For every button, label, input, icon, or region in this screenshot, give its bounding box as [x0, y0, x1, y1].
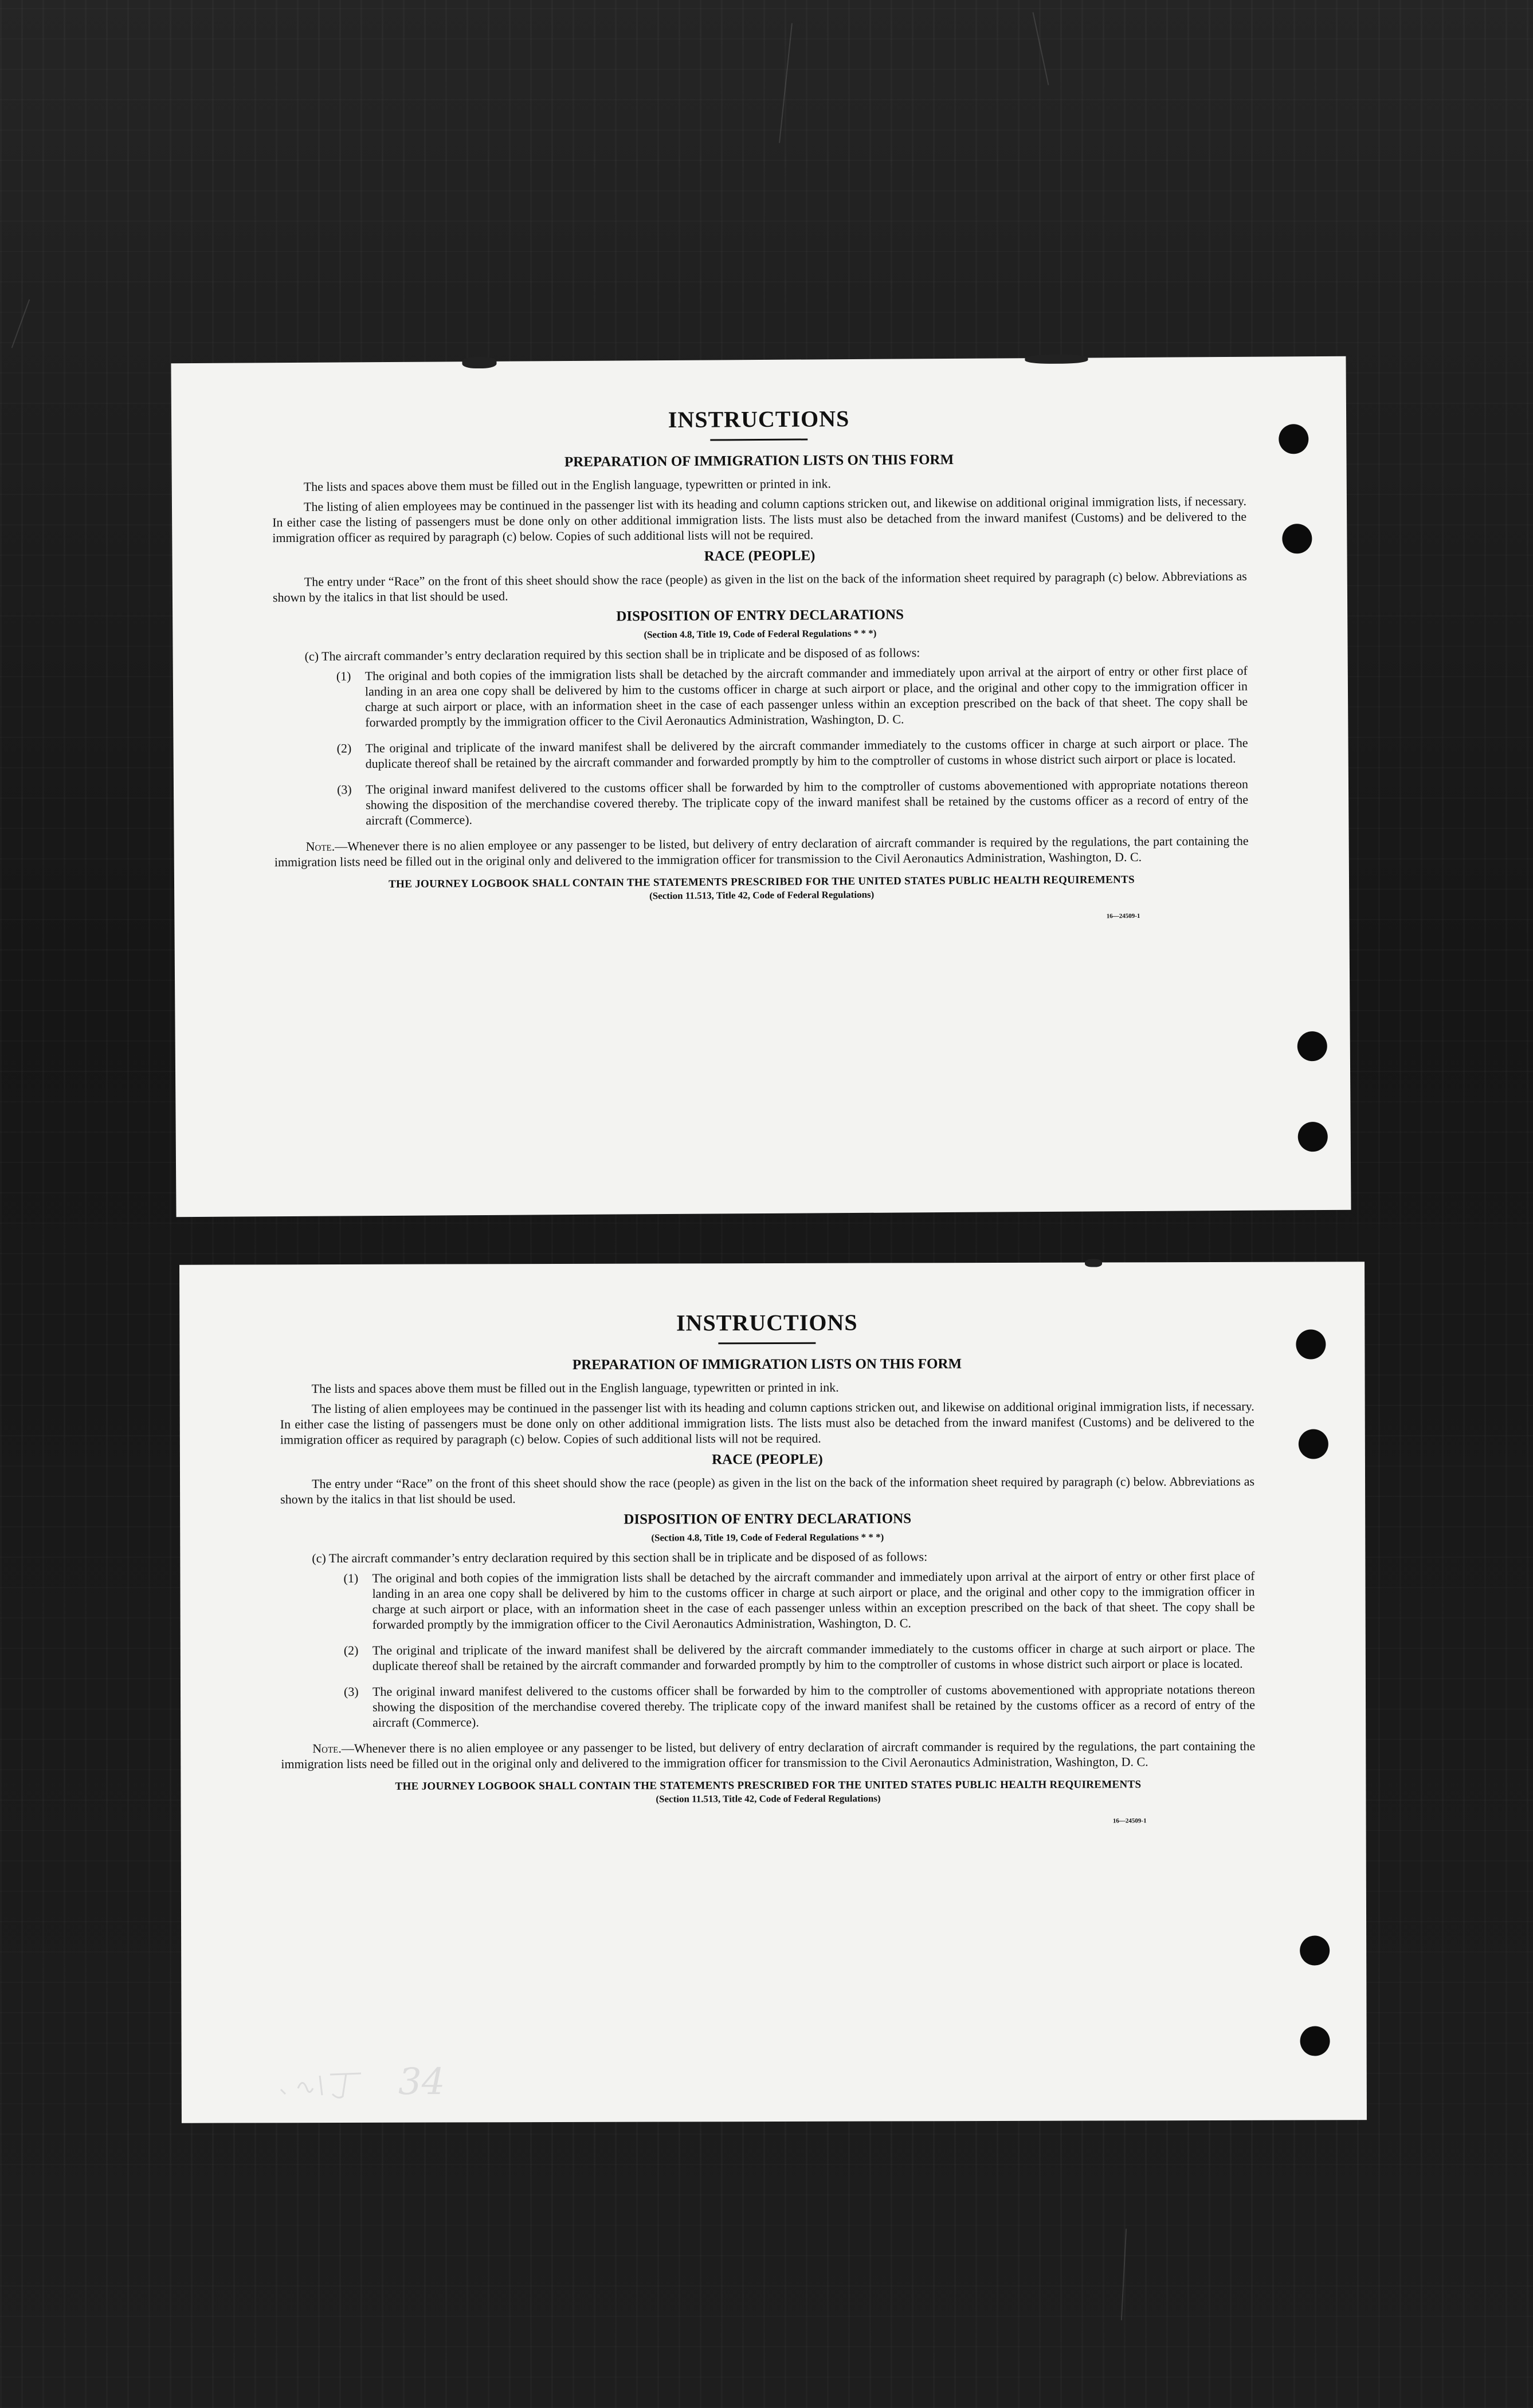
item-text: The original and both copies of the immigration lists shall be detached by the aircraft commander and immediately upon arrival at the airport of entry or other first place of landing in an area one copy shall be delivered by him to the customs officer in charge at such airport or place, and the original and other copy to the immigration officer in charge at such airport or place, with an information sheet in the case of each passenger unless within an exception prescribed on the back of that sheet. The copy shall be forwarded promptly by the immigration officer to the Civil Aeronautics Administration, Washington, D. C. [364, 663, 1248, 730]
note-text: —Whenever there is no alien employee or any passenger to be listed, but delivery of entry declaration of aircraft commander is required by the regulations, the part containing the immigration lists need be filled out in the original only and delivered to the immigration officer for transmission to the Civil Aeronautics Administration, Washington, D. C. [281, 1738, 1256, 1771]
paragraph-c: (c) The aircraft commander’s entry declaration required by this section shall be in triplicate and be disposed of as follows: [304, 645, 920, 663]
paragraph-alien-employees: The listing of alien employees may be continued in the passenger list with its heading and column captions stricken out, and likewise on additional original immigration lists, if necessary. In either case the listing of passengers must be done only on other additional immigration lists. The lists must also be detached from the inward manifest (Customs) and be delivered to the immigration officer as required by paragraph (c) below. Copies of such additional lists will not be required. [272, 493, 1247, 545]
item-number: (3) [336, 782, 352, 797]
section-heading-race: RACE (PEOPLE) [712, 1451, 823, 1468]
instruction-sheet-top [171, 356, 1351, 1217]
paragraph-note [275, 833, 1249, 870]
item-number: (2) [343, 1643, 359, 1657]
punch-hole-icon [1300, 2026, 1330, 2056]
film-scratch [11, 299, 30, 348]
logbook-statement: THE JOURNEY LOGBOOK SHALL CONTAIN THE STATEMENTS PRESCRIBED FOR THE UNITED STATES PUBLIC HEALTH REQUIREMENTS [395, 1778, 1142, 1793]
item-number: (1) [336, 669, 351, 683]
list-item [281, 1640, 1255, 1674]
paper-tear-mark [462, 357, 496, 368]
section-heading-preparation: PREPARATION OF IMMIGRATION LISTS ON THIS FORM [572, 1356, 962, 1373]
logbook-regulation-ref: (Section 11.513, Title 42, Code of Federal Regulations) [649, 889, 875, 902]
paragraph-english-language: The lists and spaces above them must be filled out in the English language, typewritten or printed in ink. [311, 1380, 839, 1396]
document-title: INSTRUCTIONS [668, 406, 850, 433]
form-code: 16—24509-1 [1112, 1817, 1147, 1825]
title-underline [710, 438, 807, 441]
item-text: The original and triplicate of the inward manifest shall be delivered by the aircraft commander immediately to the customs officer in charge at such airport or place. The duplicate thereof shall be retained by the aircraft commander and forwarded promptly by him to the comptroller of customs in whose district such airport or place is located. [372, 1640, 1255, 1673]
instructions-body [280, 1308, 1255, 1826]
punch-hole-icon [1297, 1031, 1327, 1061]
paragraph-race: The entry under “Race” on the front of this sheet should show the race (people) as given in the list on the back of the information sheet required by paragraph (c) below. Abbreviations as shown by the italics in that list should be used. [272, 568, 1247, 605]
item-text: The original and triplicate of the inward manifest shall be delivered by the aircraft commander immediately to the customs officer in charge at such airport or place. The duplicate thereof shall be retained by the aircraft commander and forwarded promptly by him to the comptroller of customs in whose district such airport or place is located. [365, 735, 1248, 771]
punch-hole-icon [1296, 1329, 1326, 1359]
section-heading-preparation: PREPARATION OF IMMIGRATION LISTS ON THIS FORM [564, 451, 954, 470]
note-label: Note. [312, 1741, 342, 1756]
paragraph-alien-employees: The listing of alien employees may be continued in the passenger list with its heading and column captions stricken out, and likewise on additional original immigration lists, if necessary. In either case the listing of passengers must be done only on other additional immigration lists. The lists must also be detached from the inward manifest (Customs) and be delivered to the immigration officer as required by paragraph (c) below. Copies of such additional lists will not be required. [280, 1399, 1254, 1447]
punch-hole-icon [1282, 524, 1312, 553]
punch-hole-icon [1299, 1429, 1328, 1459]
punch-hole-icon [1300, 1935, 1330, 1965]
paragraph-c: (c) The aircraft commander’s entry declaration required by this section shall be in triplicate and be disposed of as follows: [312, 1549, 928, 1566]
document-title: INSTRUCTIONS [676, 1309, 858, 1336]
punch-hole-icon [1279, 424, 1308, 454]
item-text: The original inward manifest delivered to the customs officer shall be forwarded by him to the comptroller of customs abovementioned with appropriate notations thereon showing the disposition of the merchandise covered thereby. The triplicate copy of the inward manifest shall be retained by the customs officer as a record of entry of the aircraft (Commerce). [372, 1682, 1256, 1730]
list-item [273, 663, 1248, 730]
section-heading-race: RACE (PEOPLE) [704, 548, 815, 564]
list-item [274, 776, 1248, 828]
item-number: (2) [336, 741, 352, 756]
list-item [281, 1682, 1255, 1730]
note-label: Note. [305, 839, 335, 854]
paper-tear-mark [1025, 355, 1088, 364]
instruction-sheet-bottom [179, 1262, 1367, 2123]
item-number: (3) [343, 1684, 359, 1699]
paper-tear-mark [1085, 1259, 1102, 1267]
paragraph-english-language: The lists and spaces above them must be filled out in the English language, typewritten or printed in ink. [303, 476, 831, 494]
item-text: The original inward manifest delivered to the customs officer shall be forwarded by him to the comptroller of customs abovementioned with appropriate notations thereon showing the disposition of the merchandise covered thereby. The triplicate copy of the inward manifest shall be retained by the customs officer as a record of entry of the aircraft (Commerce). [365, 776, 1249, 828]
note-text: —Whenever there is no alien employee or any passenger to be listed, but delivery of entry declaration of aircraft commander is required by the regulations, the part containing the immigration lists need be filled out in the original only and delivered to the immigration officer for transmission to the Civil Aeronautics Administration, Washington, D. C. [274, 833, 1249, 870]
instructions-body [272, 403, 1249, 925]
section-heading-disposition: DISPOSITION OF ENTRY DECLARATIONS [624, 1511, 912, 1527]
paragraph-note [281, 1738, 1255, 1771]
item-text: The original and both copies of the immigration lists shall be detached by the aircraft commander and immediately upon arrival at the airport of entry or other first place of landing in an area one copy shall be delivered by him to the customs officer in charge at such airport or place, and the original and other copy to the immigration officer in charge at such airport or place, with an information sheet in the case of each passenger unless within an exception prescribed on the back of that sheet. The copy shall be forwarded promptly by the immigration officer to the Civil Aeronautics Administration, Washington, D. C. [372, 1568, 1255, 1632]
film-scratch [1121, 2229, 1127, 2320]
logbook-regulation-ref: (Section 11.513, Title 42, Code of Federal Regulations) [656, 1793, 881, 1805]
paragraph-race: The entry under “Race” on the front of this sheet should show the race (people) as given in the list on the back of the information sheet required by paragraph (c) below. Abbreviations as shown by the italics in that list should be used. [280, 1474, 1255, 1507]
logbook-statement: THE JOURNEY LOGBOOK SHALL CONTAIN THE STATEMENTS PRESCRIBED FOR THE UNITED STATES PUBLIC HEALTH REQUIREMENTS [389, 874, 1135, 890]
film-scratch [1033, 12, 1049, 85]
disposition-regulation-ref: (Section 4.8, Title 19, Code of Federal Regulations * * *) [644, 627, 877, 641]
handwritten-annotation [275, 2054, 481, 2105]
punch-hole-icon [1298, 1122, 1328, 1152]
handwritten-number: 34 [398, 2061, 445, 2103]
disposition-regulation-ref: (Section 4.8, Title 19, Code of Federal Regulations * * *) [651, 1531, 884, 1543]
section-heading-disposition: DISPOSITION OF ENTRY DECLARATIONS [616, 607, 904, 624]
list-item [273, 735, 1248, 772]
title-underline [718, 1342, 815, 1344]
form-code: 16—24509-1 [1106, 912, 1140, 920]
item-number: (1) [343, 1570, 359, 1585]
film-scratch [779, 23, 793, 143]
list-item [280, 1568, 1254, 1632]
